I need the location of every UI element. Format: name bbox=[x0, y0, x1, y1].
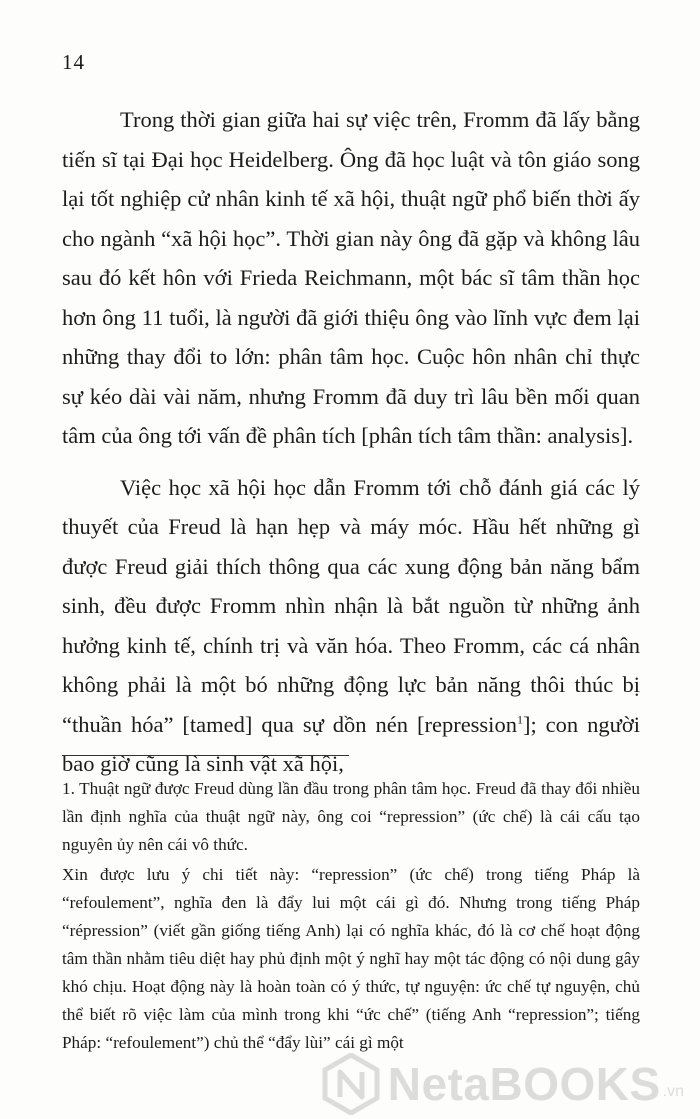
neta-logo-icon bbox=[322, 1053, 380, 1115]
body-text bbox=[62, 100, 640, 784]
paragraph-1: Trong thời gian giữa hai sự việc trên, Fromm đã lấy bằng tiến sĩ tại Đại học Heidelberg. Ông đã học luật và tôn giáo song lại tốt nghiệp cử nhân kinh tế xã hội, thuật ngữ phổ biến thời ấy cho ngành “xã hội học”. Thời gian này ông đã gặp và không lâu sau đó kết hôn với Frieda Reichmann, một bác sĩ tâm thần học hơn ông 11 tuổi, là người đã giới thiệu ông vào lĩnh vực đem lại những thay đổi to lớn: phân tâm học. Cuộc hôn nhân chỉ thực sự kéo dài vài năm, nhưng Fromm đã duy trì lâu bền mối quan tâm của ông tới vấn đề phân tích [phân tích tâm thần: analysis]. bbox=[62, 107, 640, 448]
footnote-1: 1. Thuật ngữ được Freud dùng lần đầu trong phân tâm học. Freud đã thay đổi nhiều lần định nghĩa của thuật ngữ này, ông coi “repression” (ức chế) là cái cấu tạo nguyên ủy nên cái vô thức. bbox=[62, 779, 640, 854]
footnote-divider bbox=[62, 755, 349, 756]
paragraph-2 bbox=[62, 468, 640, 784]
footnote-ref: 1 bbox=[516, 712, 523, 726]
watermark-tld: .vn bbox=[662, 1083, 684, 1100]
paragraph-2-text-after: ]; con người bao giờ cũng là sinh vật xã hội, bbox=[62, 711, 640, 776]
footnote-1-continued: Xin được lưu ý chi tiết này: “repression” (ức chế) trong tiếng Pháp là “refoulement”, nghĩa đen là đẩy lui một cái gì đó. Nhưng trong tiếng Pháp “répression” (viết gần giống tiếng Anh) lại có nghĩa khác, đó là cơ chế hoạt động tâm thần nhằm tiêu diệt hay phủ định một ý nghĩ hay một tác động có nội dung gây khó chịu. Hoạt động này là hoàn toàn có ý thức, tự nguyện: ức chế tự nguyện, chủ thể biết rõ việc làm của mình trong khi “ức chế” (tiếng Anh “repression”; tiếng Pháp: “refoulement”) chủ thể “đẩy lùi” cái gì một bbox=[62, 865, 640, 1052]
watermark-name: NetaBOOKS bbox=[387, 1058, 661, 1110]
paragraph-2-text-before: Việc học xã hội học dẫn Fromm tới chỗ đánh giá các lý thuyết của Freud là hạn hẹp và máy móc. Hầu hết những gì được Freud giải thích thông qua các xung động bản năng bẩm sinh, đều được Fromm nhìn nhận là bắt nguồn từ những ảnh hưởng kinh tế, chính trị và văn hóa. Theo Fromm, các cá nhân không phải là một bó những động lực bản năng thôi thúc bị “thuần hóa” [tamed] qua sự dồn nén [repression bbox=[62, 474, 640, 737]
watermark bbox=[322, 1053, 684, 1115]
footnotes bbox=[62, 775, 640, 1057]
page-number: 14 bbox=[62, 50, 85, 74]
